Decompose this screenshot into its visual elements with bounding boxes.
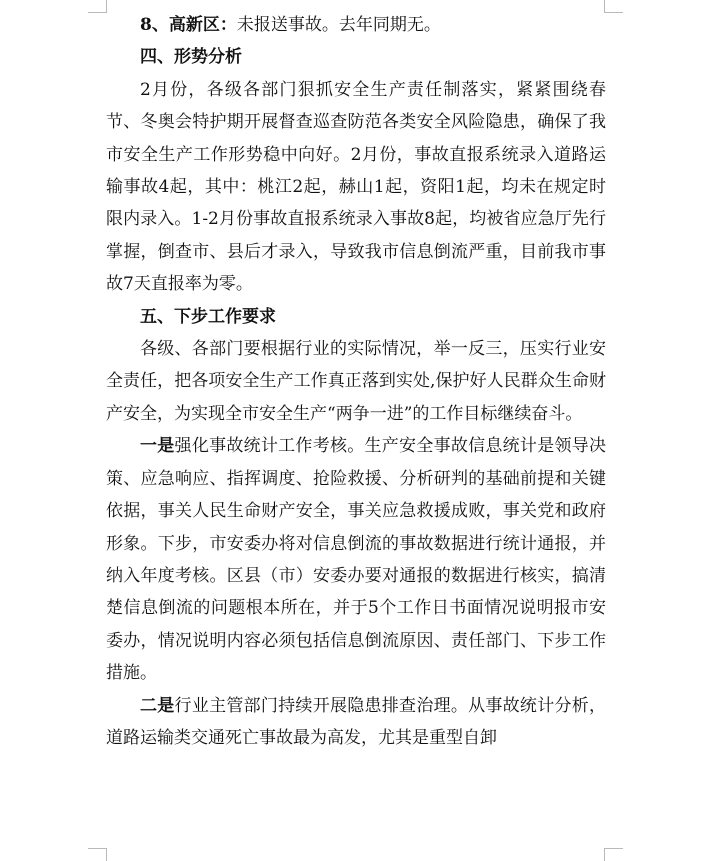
paragraph-lead: 二是 — [140, 695, 175, 716]
paragraph-text: 强化事故统计工作考核。生产安全事故信息统计是领导决策、应急响应、指挥调度、抢险救援、分析研判的基础前提和关键依据，事关人民生命财产安全，事关应急救援成败，事关党和政府形象。下步，市安委办将对信息倒流的事故数据进行统计通报，并纳入年度考核。区县（市）安委办要对通报的数据进行核实，搞清楚信息倒流的问题根本所在，并于5个工作日书面情况说明报市安委办，情况说明内容必须包括信息倒流原因、责任部门、下步工作措施。 — [106, 436, 607, 684]
page-corner-mark — [604, 848, 623, 861]
paragraph-lead: 一是 — [140, 436, 175, 457]
page-corner-mark — [88, 0, 107, 13]
section-heading-requirements: 五、下步工作要求 — [140, 306, 276, 327]
paragraph-point-two — [106, 690, 606, 755]
paragraph-text: 行业主管部门持续开展隐患排查治理。从事故统计分析，道路运输类交通死亡事故最为高发，尤其是重型自卸 — [106, 695, 607, 748]
paragraph-text: 未报送事故。去年同期无。 — [236, 15, 441, 35]
document-body — [106, 9, 606, 754]
paragraph-lead: 8、高新区： — [140, 15, 237, 35]
paragraph-requirements: 各级、各部门要根据行业的实际情况，举一反三，压实行业安全责任，把各项安全生产工作真正落到实处,保护好人民群众生命财产安全，为实现全市安全生产“两争一进”的工作目标继续奋斗。 — [106, 339, 606, 424]
paragraph-gaoxin — [106, 9, 606, 41]
page-corner-mark — [604, 0, 623, 13]
paragraph-point-one — [106, 430, 606, 689]
section-heading-situation: 四、形势分析 — [140, 47, 242, 68]
page-corner-mark — [88, 848, 107, 861]
paragraph-situation: 2月份，各级各部门狠抓安全生产责任制落实，紧紧围绕春节、冬奥会特护期开展督查巡查防范各类安全风险隐患，确保了我市安全生产工作形势稳中向好。2月份，事故直报系统录入道路运输事故4起，其中：桃江2起，赫山1起，资阳1起，均未在规定时限内录入。1-2月份事故直报系统录入事故8起，均被省应急厅先行掌握，倒查市、县后才录入，导致我市信息倒流严重，目前我市事故7天直报率为零。 — [106, 79, 606, 295]
